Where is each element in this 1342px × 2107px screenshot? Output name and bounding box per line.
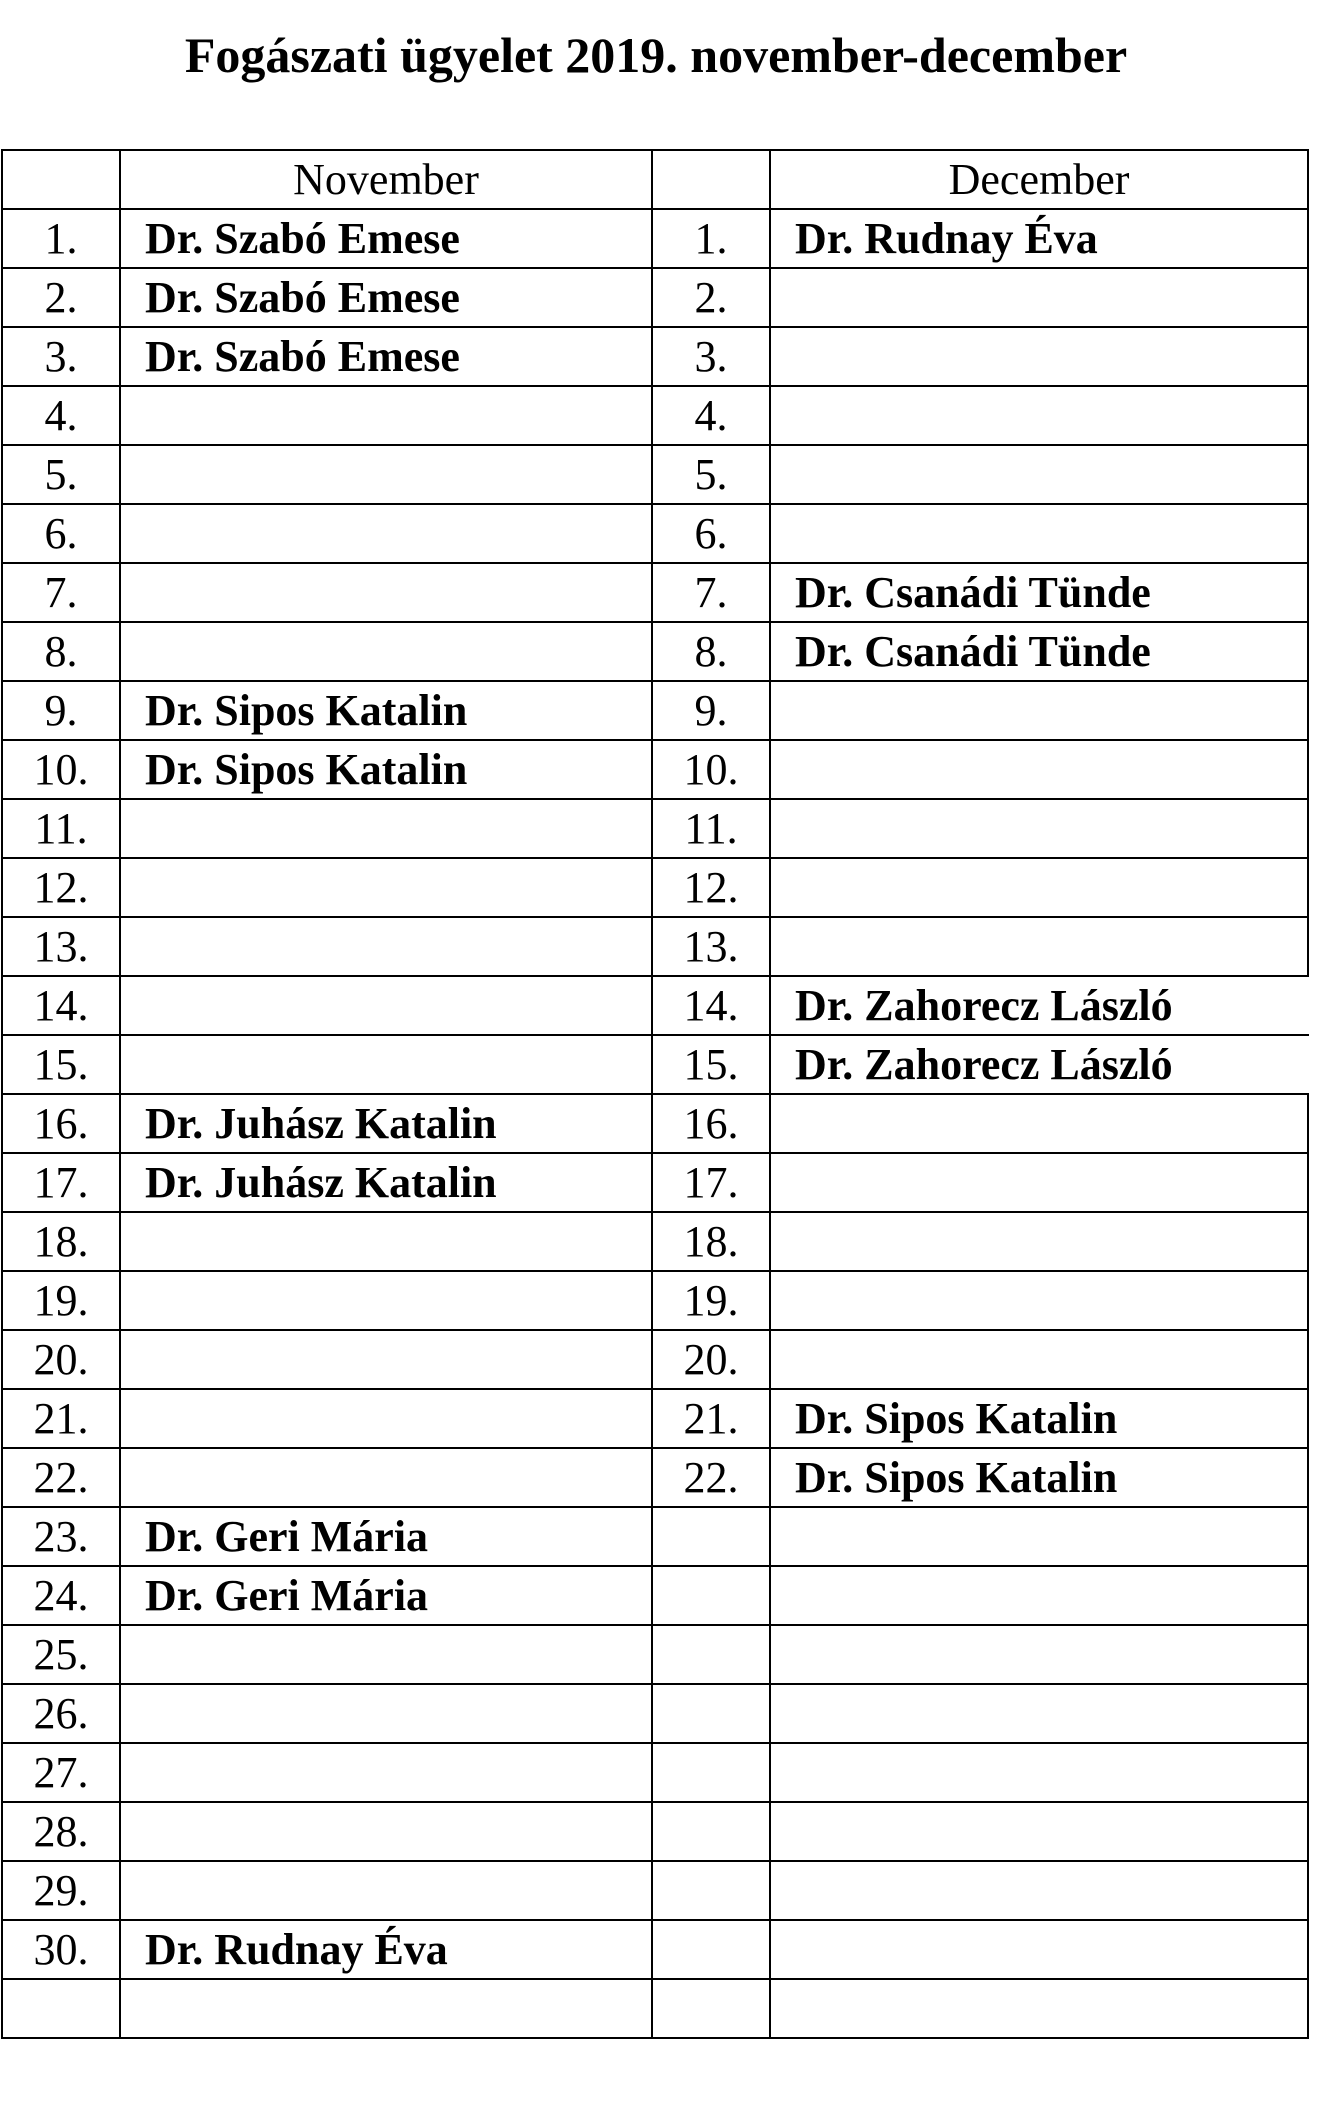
table-row — [2, 445, 1308, 504]
november-doctor-cell — [120, 445, 652, 504]
november-doctor-cell — [120, 858, 652, 917]
november-doctor-cell — [120, 799, 652, 858]
december-doctor-cell — [770, 445, 1308, 504]
november-doctor-cell — [120, 1448, 652, 1507]
november-day-cell: 21. — [2, 1389, 120, 1448]
page-title: Fogászati ügyelet 2019. november-december — [184, 27, 1128, 83]
november-day-cell: 10. — [2, 740, 120, 799]
november-day-cell: 6. — [2, 504, 120, 563]
november-day-cell: 16. — [2, 1094, 120, 1153]
november-doctor-cell — [120, 504, 652, 563]
november-day-cell: 26. — [2, 1684, 120, 1743]
table-row — [2, 1625, 1308, 1684]
december-day-cell: 20. — [652, 1330, 770, 1389]
table-row — [2, 504, 1308, 563]
table-row — [2, 209, 1308, 268]
table-row — [2, 976, 1308, 1035]
december-doctor-cell — [770, 799, 1308, 858]
table-row — [2, 681, 1308, 740]
table-row — [2, 1979, 1308, 2038]
november-doctor-cell — [120, 1212, 652, 1271]
december-day-cell: 8. — [652, 622, 770, 681]
december-doctor-cell — [770, 1153, 1308, 1212]
november-day-cell: 30. — [2, 1920, 120, 1979]
december-doctor-cell — [770, 681, 1308, 740]
december-day-cell: 22. — [652, 1448, 770, 1507]
table-row — [2, 268, 1308, 327]
december-day-cell — [652, 1566, 770, 1625]
table-row — [2, 1566, 1308, 1625]
november-doctor-cell: Dr. Sipos Katalin — [120, 681, 652, 740]
december-doctor-cell — [770, 1625, 1308, 1684]
month-header-november: November — [120, 150, 652, 209]
november-doctor-cell: Dr. Szabó Emese — [120, 268, 652, 327]
november-day-cell: 18. — [2, 1212, 120, 1271]
november-day-cell: 20. — [2, 1330, 120, 1389]
december-day-cell — [652, 1861, 770, 1920]
november-day-cell: 19. — [2, 1271, 120, 1330]
table-row — [2, 799, 1308, 858]
table-row — [2, 1330, 1308, 1389]
november-day-cell: 23. — [2, 1507, 120, 1566]
november-doctor-cell — [120, 1861, 652, 1920]
december-doctor-cell — [770, 504, 1308, 563]
december-day-cell: 12. — [652, 858, 770, 917]
header-row — [2, 150, 1308, 209]
december-doctor-cell — [770, 1212, 1308, 1271]
december-day-cell — [652, 1979, 770, 2038]
december-day-cell: 9. — [652, 681, 770, 740]
november-day-cell: 3. — [2, 327, 120, 386]
november-doctor-cell: Dr. Sipos Katalin — [120, 740, 652, 799]
december-doctor-cell — [770, 1861, 1308, 1920]
december-doctor-cell — [770, 268, 1308, 327]
month-header-december: December — [770, 150, 1308, 209]
december-day-cell: 2. — [652, 268, 770, 327]
december-doctor-cell: Dr. Csanádi Tünde — [770, 622, 1308, 681]
november-day-cell: 5. — [2, 445, 120, 504]
december-day-cell — [652, 1920, 770, 1979]
december-day-cell — [652, 1743, 770, 1802]
november-day-cell: 15. — [2, 1035, 120, 1094]
november-day-cell: 27. — [2, 1743, 120, 1802]
november-doctor-cell: Dr. Juhász Katalin — [120, 1094, 652, 1153]
december-doctor-cell — [770, 740, 1308, 799]
november-day-cell: 2. — [2, 268, 120, 327]
table-row — [2, 1684, 1308, 1743]
november-day-cell: 17. — [2, 1153, 120, 1212]
november-doctor-cell — [120, 976, 652, 1035]
december-day-cell: 13. — [652, 917, 770, 976]
table-row — [2, 563, 1308, 622]
november-doctor-cell: Dr. Szabó Emese — [120, 209, 652, 268]
november-doctor-cell: Dr. Geri Mária — [120, 1507, 652, 1566]
december-doctor-cell — [770, 1684, 1308, 1743]
december-doctor-cell: Dr. Zahorecz László — [770, 976, 1308, 1035]
november-day-cell: 8. — [2, 622, 120, 681]
november-day-cell: 1. — [2, 209, 120, 268]
december-doctor-cell — [770, 327, 1308, 386]
december-doctor-cell: Dr. Csanádi Tünde — [770, 563, 1308, 622]
november-doctor-cell — [120, 1330, 652, 1389]
december-day-cell: 17. — [652, 1153, 770, 1212]
december-day-cell: 4. — [652, 386, 770, 445]
december-day-cell: 15. — [652, 1035, 770, 1094]
december-doctor-cell — [770, 1271, 1308, 1330]
november-doctor-cell — [120, 1035, 652, 1094]
table-row — [2, 1743, 1308, 1802]
december-doctor-cell: Dr. Zahorecz László — [770, 1035, 1308, 1094]
december-doctor-cell — [770, 1330, 1308, 1389]
december-day-cell: 14. — [652, 976, 770, 1035]
december-day-cell: 21. — [652, 1389, 770, 1448]
november-day-cell: 22. — [2, 1448, 120, 1507]
header-day-cell-right — [652, 150, 770, 209]
december-day-cell — [652, 1625, 770, 1684]
december-doctor-cell — [770, 1094, 1308, 1153]
november-doctor-cell — [120, 1743, 652, 1802]
table-row — [2, 1861, 1308, 1920]
november-day-cell: 9. — [2, 681, 120, 740]
december-doctor-cell — [770, 1743, 1308, 1802]
table-row — [2, 1448, 1308, 1507]
december-doctor-cell: Dr. Sipos Katalin — [770, 1389, 1308, 1448]
november-day-cell — [2, 1979, 120, 2038]
table-row — [2, 1153, 1308, 1212]
november-doctor-cell: Dr. Rudnay Éva — [120, 1920, 652, 1979]
november-doctor-cell — [120, 563, 652, 622]
november-day-cell: 7. — [2, 563, 120, 622]
duty-schedule-table — [1, 149, 1309, 2039]
november-day-cell: 12. — [2, 858, 120, 917]
november-doctor-cell — [120, 1684, 652, 1743]
header-day-cell-left — [2, 150, 120, 209]
november-day-cell: 24. — [2, 1566, 120, 1625]
december-doctor-cell — [770, 386, 1308, 445]
december-day-cell: 10. — [652, 740, 770, 799]
december-doctor-cell — [770, 1979, 1308, 2038]
november-doctor-cell — [120, 622, 652, 681]
november-doctor-cell — [120, 1979, 652, 2038]
november-doctor-cell — [120, 1389, 652, 1448]
table-row — [2, 917, 1308, 976]
december-day-cell: 3. — [652, 327, 770, 386]
november-day-cell: 13. — [2, 917, 120, 976]
november-doctor-cell: Dr. Geri Mária — [120, 1566, 652, 1625]
table-row — [2, 1920, 1308, 1979]
table-row — [2, 1802, 1308, 1861]
table-row — [2, 740, 1308, 799]
december-doctor-cell — [770, 858, 1308, 917]
december-day-cell — [652, 1507, 770, 1566]
november-day-cell: 28. — [2, 1802, 120, 1861]
november-day-cell: 25. — [2, 1625, 120, 1684]
december-doctor-cell — [770, 1507, 1308, 1566]
december-doctor-cell — [770, 1566, 1308, 1625]
december-day-cell: 5. — [652, 445, 770, 504]
december-doctor-cell: Dr. Rudnay Éva — [770, 209, 1308, 268]
table-row — [2, 386, 1308, 445]
december-doctor-cell — [770, 917, 1308, 976]
december-doctor-cell — [770, 1920, 1308, 1979]
december-doctor-cell — [770, 1802, 1308, 1861]
november-doctor-cell: Dr. Juhász Katalin — [120, 1153, 652, 1212]
november-doctor-cell — [120, 1271, 652, 1330]
november-doctor-cell — [120, 1625, 652, 1684]
december-doctor-cell: Dr. Sipos Katalin — [770, 1448, 1308, 1507]
november-day-cell: 4. — [2, 386, 120, 445]
table-row — [2, 1035, 1308, 1094]
november-doctor-cell — [120, 917, 652, 976]
table-row — [2, 1507, 1308, 1566]
november-day-cell: 29. — [2, 1861, 120, 1920]
table-row — [2, 622, 1308, 681]
november-doctor-cell — [120, 386, 652, 445]
table-row — [2, 327, 1308, 386]
december-day-cell: 11. — [652, 799, 770, 858]
december-day-cell: 19. — [652, 1271, 770, 1330]
december-day-cell: 7. — [652, 563, 770, 622]
december-day-cell: 16. — [652, 1094, 770, 1153]
november-day-cell: 14. — [2, 976, 120, 1035]
november-doctor-cell: Dr. Szabó Emese — [120, 327, 652, 386]
table-row — [2, 1271, 1308, 1330]
table-row — [2, 1094, 1308, 1153]
table-row — [2, 1212, 1308, 1271]
december-day-cell — [652, 1684, 770, 1743]
table-row — [2, 858, 1308, 917]
december-day-cell — [652, 1802, 770, 1861]
november-day-cell: 11. — [2, 799, 120, 858]
december-day-cell: 6. — [652, 504, 770, 563]
november-doctor-cell — [120, 1802, 652, 1861]
december-day-cell: 18. — [652, 1212, 770, 1271]
table-row — [2, 1389, 1308, 1448]
december-day-cell: 1. — [652, 209, 770, 268]
schedule-body — [2, 150, 1308, 2038]
